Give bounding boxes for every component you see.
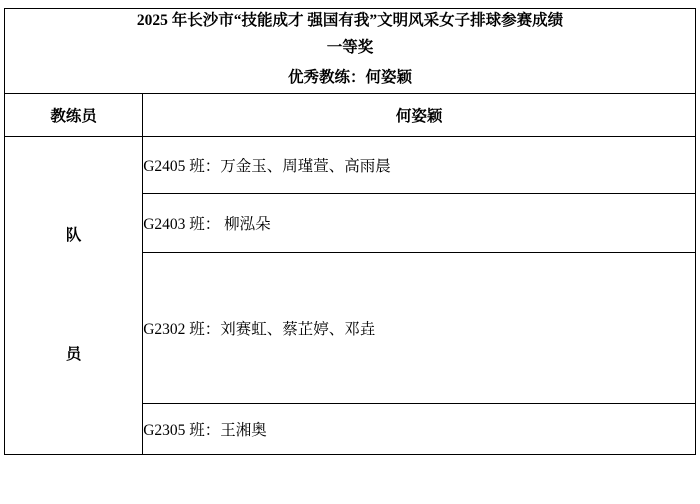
table-row-coach-header (5, 94, 696, 137)
table-row (143, 194, 696, 253)
results-table (4, 8, 696, 455)
table-row (143, 253, 696, 404)
award-rank: 一等奖 (326, 39, 374, 57)
team-members-label (5, 137, 143, 455)
roster-entry-4: G2305 班：王湘奥 (143, 422, 267, 440)
table-row-title (5, 9, 696, 94)
excellent-coach-line: 优秀教练：何姿颖 (287, 69, 412, 87)
title-block (5, 9, 696, 94)
table-row (143, 137, 696, 194)
roster-entry-2: G2403 班： 柳泓朵 (143, 216, 271, 234)
roster-entry-1: G2405 班：万金玉、周瑾萱、高雨晨 (143, 158, 391, 176)
table-row-roster-1 (5, 137, 696, 194)
document-page (0, 8, 700, 504)
coach-name: 何姿颖 (143, 94, 696, 137)
document-title: 2025 年长沙市“技能成才 强国有我”文明风采女子排球参赛成绩 (136, 12, 564, 29)
table-row (143, 404, 696, 455)
team-members-label-char-1: 队 (65, 226, 82, 244)
coach-label: 教练员 (5, 94, 143, 137)
roster-entry-3: G2302 班：刘赛虹、蔡芷婷、邓垚 (143, 321, 376, 339)
team-members-label-char-2: 员 (65, 346, 82, 364)
